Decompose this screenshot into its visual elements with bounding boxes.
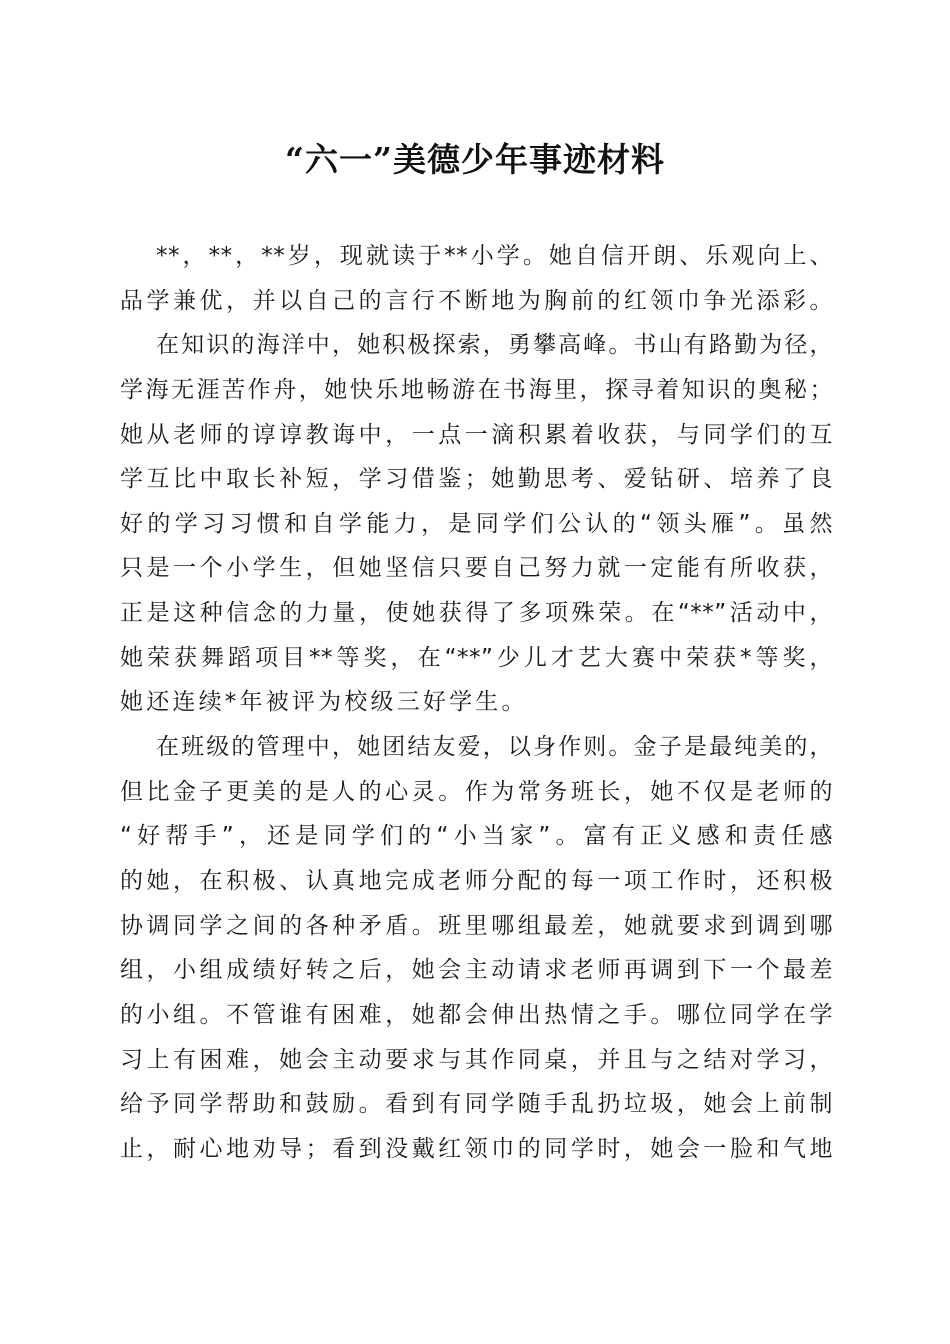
paragraph-line: 品学兼优，并以自己的言行不断地为胸前的红领巾争光添彩。 bbox=[120, 287, 833, 314]
paragraph-line: 在班级的管理中，她团结友爱，以身作则。金子是最纯美的， bbox=[156, 734, 833, 761]
paragraph-line: 学互比中取长补短，学习借鉴；她勤思考、爱钻研、培养了良 bbox=[120, 466, 833, 493]
paragraph-line: 止，耐心地劝导；看到没戴红领巾的同学时，她会一脸和气地 bbox=[120, 1135, 833, 1162]
paragraph-line: 习上有困难，她会主动要求与其作同桌，并且与之结对学习， bbox=[120, 1046, 833, 1073]
paragraph-line: 但比金子更美的是人的心灵。作为常务班长，她不仅是老师的 bbox=[120, 778, 833, 805]
paragraph-class-management bbox=[120, 727, 833, 1173]
paragraph-line: **，**，**岁，现就读于**小学。她自信开朗、乐观向上、 bbox=[156, 243, 833, 269]
paragraph-line: 组，小组成绩好转之后，她会主动请求老师再调到下一个最差 bbox=[120, 957, 833, 984]
paragraph-line: 的她，在积极、认真地完成老师分配的每一项工作时，还积极 bbox=[120, 867, 833, 894]
paragraph-line: 在知识的海洋中，她积极探索，勇攀高峰。书山有路勤为径， bbox=[156, 332, 833, 359]
paragraph-line: 好的学习习惯和自学能力，是同学们公认的“领头雁”。虽然 bbox=[120, 510, 833, 537]
paragraph-line: 她荣获舞蹈项目**等奖，在“**”少儿才艺大赛中荣获*等奖， bbox=[120, 644, 833, 671]
paragraph-line: “好帮手”，还是同学们的“小当家”。富有正义感和责任感 bbox=[120, 823, 833, 850]
paragraph-line: 的小组。不管谁有困难，她都会伸出热情之手。哪位同学在学 bbox=[120, 1001, 833, 1028]
paragraph-line: 学海无涯苦作舟，她快乐地畅游在书海里，探寻着知识的奥秘； bbox=[120, 376, 833, 403]
paragraph-line: 她还连续*年被评为校级三好学生。 bbox=[120, 689, 528, 716]
paragraph-study bbox=[120, 325, 833, 727]
paragraph-line: 只是一个小学生，但她坚信只要自己努力就一定能有所收获， bbox=[120, 555, 833, 582]
paragraph-line: 给予同学帮助和鼓励。看到有同学随手乱扔垃圾，她会上前制 bbox=[120, 1091, 833, 1118]
paragraph-line: 正是这种信念的力量，使她获得了多项殊荣。在“**”活动中， bbox=[120, 600, 833, 627]
paragraph-intro bbox=[120, 236, 833, 325]
paragraph-line: 她从老师的谆谆教诲中，一点一滴积累着收获，与同学们的互 bbox=[120, 421, 833, 448]
document-title: “六一”美德少年事迹材料 bbox=[285, 140, 665, 179]
document-body bbox=[120, 236, 833, 1173]
paragraph-line: 协调同学之间的各种矛盾。班里哪组最差，她就要求到调到哪 bbox=[120, 912, 833, 939]
